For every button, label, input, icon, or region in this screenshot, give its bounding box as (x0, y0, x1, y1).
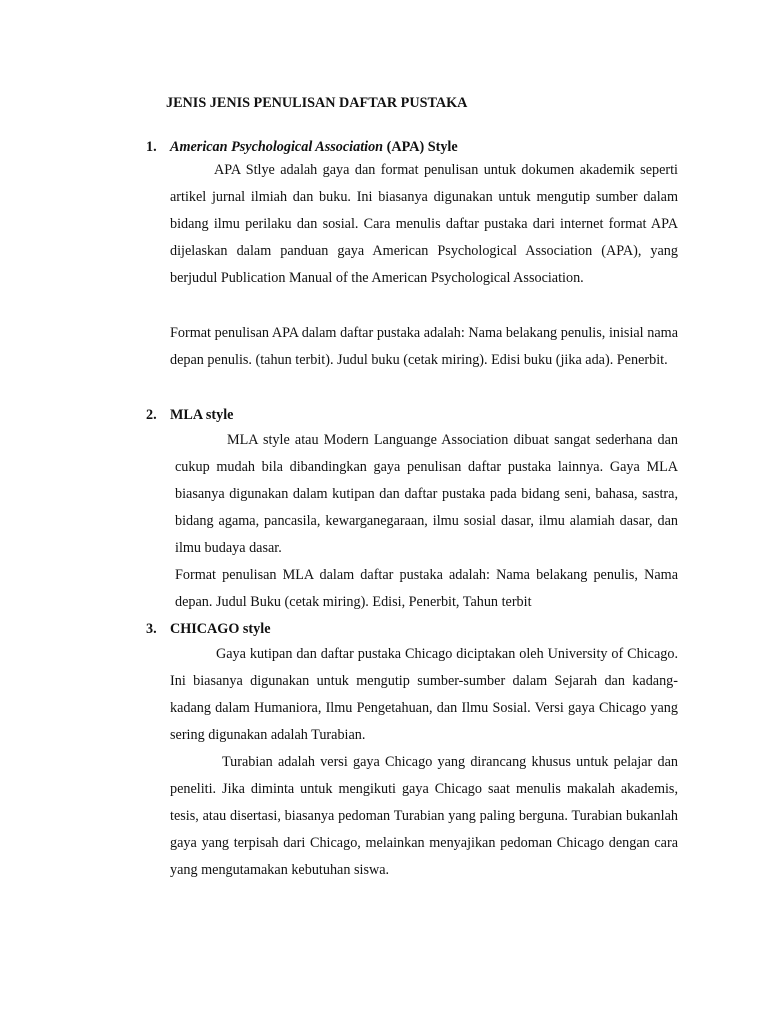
section-3-paragraph-1: Gaya kutipan dan daftar pustaka Chicago diciptakan oleh University of Chicago. Ini biasanya digunakan untuk mengutip sumber-sumber dalam Sejarah dan kadang-kadang dalam Humaniora, Ilmu Pengetahuan, dan Ilmu Sosial. Versi gaya Chicago yang sering digunakan adalah Turabian. (170, 646, 678, 743)
section-1-title (170, 137, 458, 157)
section-2-paragraph-2: Format penulisan MLA dalam daftar pustaka adalah: Nama belakang penulis, Nama depan. Judul Buku (cetak miring). Edisi, Penerbit, Tahun terbit (175, 567, 678, 610)
section-1-paragraph-1: APA Stlye adalah gaya dan format penulisan untuk dokumen akademik seperti artikel jurnal ilmiah dan buku. Ini biasanya digunakan untuk mengutip sumber dalam bidang ilmu perilaku dan sosial. Cara menulis daftar pustaka dari internet format APA dijelaskan dalam panduan gaya American Psychological Association (APA), yang berjudul Publication Manual of the American Psychological Association. (170, 162, 678, 286)
section-1-title-italic: American Psychological Association (170, 139, 384, 155)
section-3-title: CHICAGO style (170, 621, 271, 637)
section-1-title-rest: (APA) Style (383, 139, 458, 155)
document-title: JENIS JENIS PENULISAN DAFTAR PUSTAKA (166, 95, 468, 111)
section-1-paragraph-2: Format penulisan APA dalam daftar pustaka adalah: Nama belakang penulis, inisial nama depan penulis. (tahun terbit). Judul buku (cetak miring). Edisi buku (jika ada). Penerbit. (170, 325, 678, 368)
section-2-title: MLA style (170, 407, 234, 423)
section-3-paragraph-2: Turabian adalah versi gaya Chicago yang dirancang khusus untuk pelajar dan peneliti. Jika diminta untuk mengikuti gaya Chicago saat menulis makalah akademis, tesis, atau disertasi, biasanya pedoman Turabian yang paling berguna. Turabian bukanlah gaya yang terpisah dari Chicago, melainkan menyajikan pedoman Chicago dengan cara yang mengutamakan kebutuhan siswa. (170, 754, 678, 878)
section-1-number: 1. (146, 139, 157, 155)
section-3-number: 3. (146, 621, 157, 637)
section-2-number: 2. (146, 407, 157, 423)
section-2-paragraph-1: MLA style atau Modern Languange Association dibuat sangat sederhana dan cukup mudah bila dibandingkan gaya penulisan daftar pustaka lainnya. Gaya MLA biasanya digunakan dalam kutipan dan daftar pustaka pada bidang seni, bahasa, sastra, bidang agama, pancasila, kewarganegaraan, ilmu sosial dasar, ilmu alamiah dasar, dan ilmu budaya dasar. (175, 432, 678, 556)
